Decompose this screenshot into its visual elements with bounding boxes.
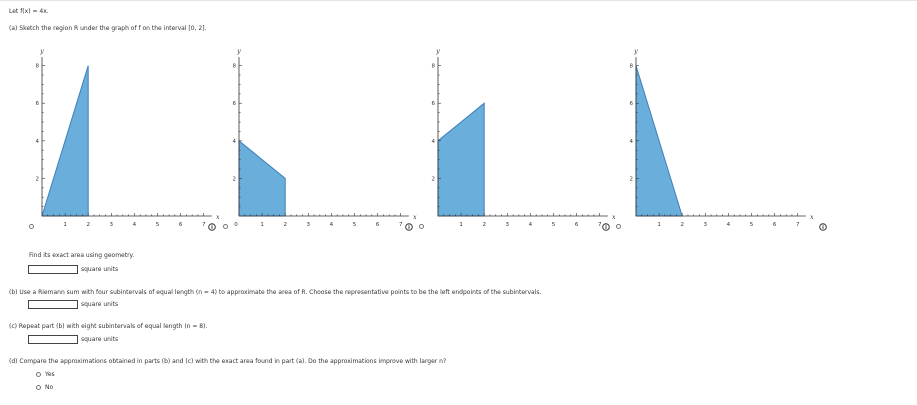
info-icon[interactable] — [405, 223, 413, 231]
x-tick-label: 2 — [86, 222, 90, 228]
x-axis-label: x — [413, 214, 417, 221]
x-tick-label: 4 — [726, 222, 731, 228]
y-axis-label: y — [40, 48, 44, 56]
x-tick-label: 2 — [283, 222, 287, 228]
region-r — [239, 141, 285, 216]
y-tick-label: 4 — [232, 138, 236, 145]
info-icon[interactable] — [602, 223, 610, 231]
y-tick-label: 8 — [232, 63, 236, 70]
y-tick-label: 4 — [431, 138, 435, 145]
no-label: No — [45, 384, 54, 391]
y-tick-label: 8 — [431, 63, 435, 70]
y-tick-label: 8 — [629, 63, 633, 70]
y-tick-label: 6 — [35, 101, 39, 108]
graph-option-2 — [223, 40, 423, 232]
x-axis-label: x — [216, 214, 220, 221]
x-tick-label: 1 — [260, 222, 264, 228]
option-yes[interactable] — [36, 371, 55, 378]
x-tick-label: 6 — [772, 222, 777, 228]
x-tick-label: 3 — [306, 222, 311, 228]
x-tick-label: 5 — [749, 222, 754, 228]
top-divider — [0, 0, 917, 1]
x-axis-label: x — [810, 214, 814, 221]
graph-option-1 — [26, 40, 226, 232]
x-tick-label: 3 — [109, 222, 114, 228]
y-tick-label: 2 — [35, 176, 39, 183]
y-tick-label: 6 — [629, 101, 633, 108]
x-tick-label: 7 — [398, 222, 403, 228]
x-tick-label: 6 — [574, 222, 579, 228]
y-tick-label: 2 — [629, 176, 633, 183]
graph-3-radio[interactable] — [419, 224, 424, 229]
exact-area-units: square units — [81, 266, 119, 273]
yes-radio[interactable] — [36, 372, 41, 377]
no-radio[interactable] — [36, 385, 41, 390]
part-b-input[interactable] — [28, 300, 78, 309]
x-tick-label: 5 — [551, 222, 556, 228]
region-r — [438, 103, 484, 216]
x-tick-label: 6 — [375, 222, 380, 228]
graph-svg — [620, 40, 820, 230]
y-tick-label: 4 — [629, 138, 633, 145]
x-tick-label: 4 — [528, 222, 533, 228]
x-tick-label: 7 — [201, 222, 206, 228]
graph-1-radio[interactable] — [29, 224, 34, 229]
graph-4-radio[interactable] — [616, 224, 621, 229]
y-axis-label: y — [237, 48, 241, 56]
y-axis-label: y — [634, 48, 638, 56]
graph-svg — [422, 40, 622, 230]
x-tick-label: 1 — [459, 222, 463, 228]
graph-option-4 — [620, 40, 820, 232]
region-r — [42, 66, 88, 216]
y-tick-label: 6 — [431, 101, 435, 108]
x-tick-label: 7 — [795, 222, 800, 228]
x-tick-label: 1 — [63, 222, 67, 228]
part-b-prompt: (b) Use a Riemann sum with four subintervals of equal length (n = 4) to approximate the area of R. Choose the representative points to be the left endpoints of the subintervals. — [9, 289, 542, 296]
graph-svg — [223, 40, 423, 230]
x-tick-label: 6 — [178, 222, 183, 228]
x-tick-label: 2 — [482, 222, 486, 228]
x-tick-label: 3 — [505, 222, 510, 228]
option-no[interactable] — [36, 384, 53, 391]
part-c-input[interactable] — [28, 335, 78, 344]
y-tick-label: 6 — [232, 101, 236, 108]
part-b-units: square units — [81, 301, 119, 308]
x-tick-label: 3 — [703, 222, 708, 228]
x-tick-label: 5 — [352, 222, 357, 228]
y-axis-label: y — [436, 48, 440, 56]
info-icon[interactable] — [819, 223, 827, 231]
graph-2-radio[interactable] — [223, 224, 228, 229]
y-tick-label: 2 — [232, 176, 236, 183]
part-c-prompt: (c) Repeat part (b) with eight subintervals of equal length (n = 8). — [9, 323, 208, 330]
origin-label: 0 — [234, 222, 238, 228]
x-tick-label: 7 — [597, 222, 602, 228]
y-tick-label: 8 — [35, 63, 39, 70]
exact-area-prompt: Find its exact area using geometry. — [29, 252, 135, 259]
graph-option-3 — [422, 40, 622, 232]
x-tick-label: 4 — [329, 222, 334, 228]
exact-area-input[interactable] — [28, 265, 78, 274]
part-c-units: square units — [81, 336, 119, 343]
yes-label: Yes — [45, 371, 55, 378]
y-tick-label: 2 — [431, 176, 435, 183]
x-axis-label: x — [612, 214, 616, 221]
function-definition: Let f(x) = 4x. — [9, 8, 49, 15]
graph-svg — [26, 40, 226, 230]
x-tick-label: 4 — [132, 222, 137, 228]
part-d-prompt: (d) Compare the approximations obtained in parts (b) and (c) with the exact area found in part (a). Do the approximations improve with larger n? — [9, 358, 447, 365]
part-a-prompt: (a) Sketch the region R under the graph of f on the interval [0, 2]. — [9, 25, 207, 32]
x-tick-label: 1 — [657, 222, 661, 228]
x-tick-label: 5 — [155, 222, 160, 228]
info-icon[interactable] — [208, 223, 216, 231]
y-tick-label: 4 — [35, 138, 39, 145]
x-tick-label: 2 — [680, 222, 684, 228]
region-r — [636, 66, 682, 216]
